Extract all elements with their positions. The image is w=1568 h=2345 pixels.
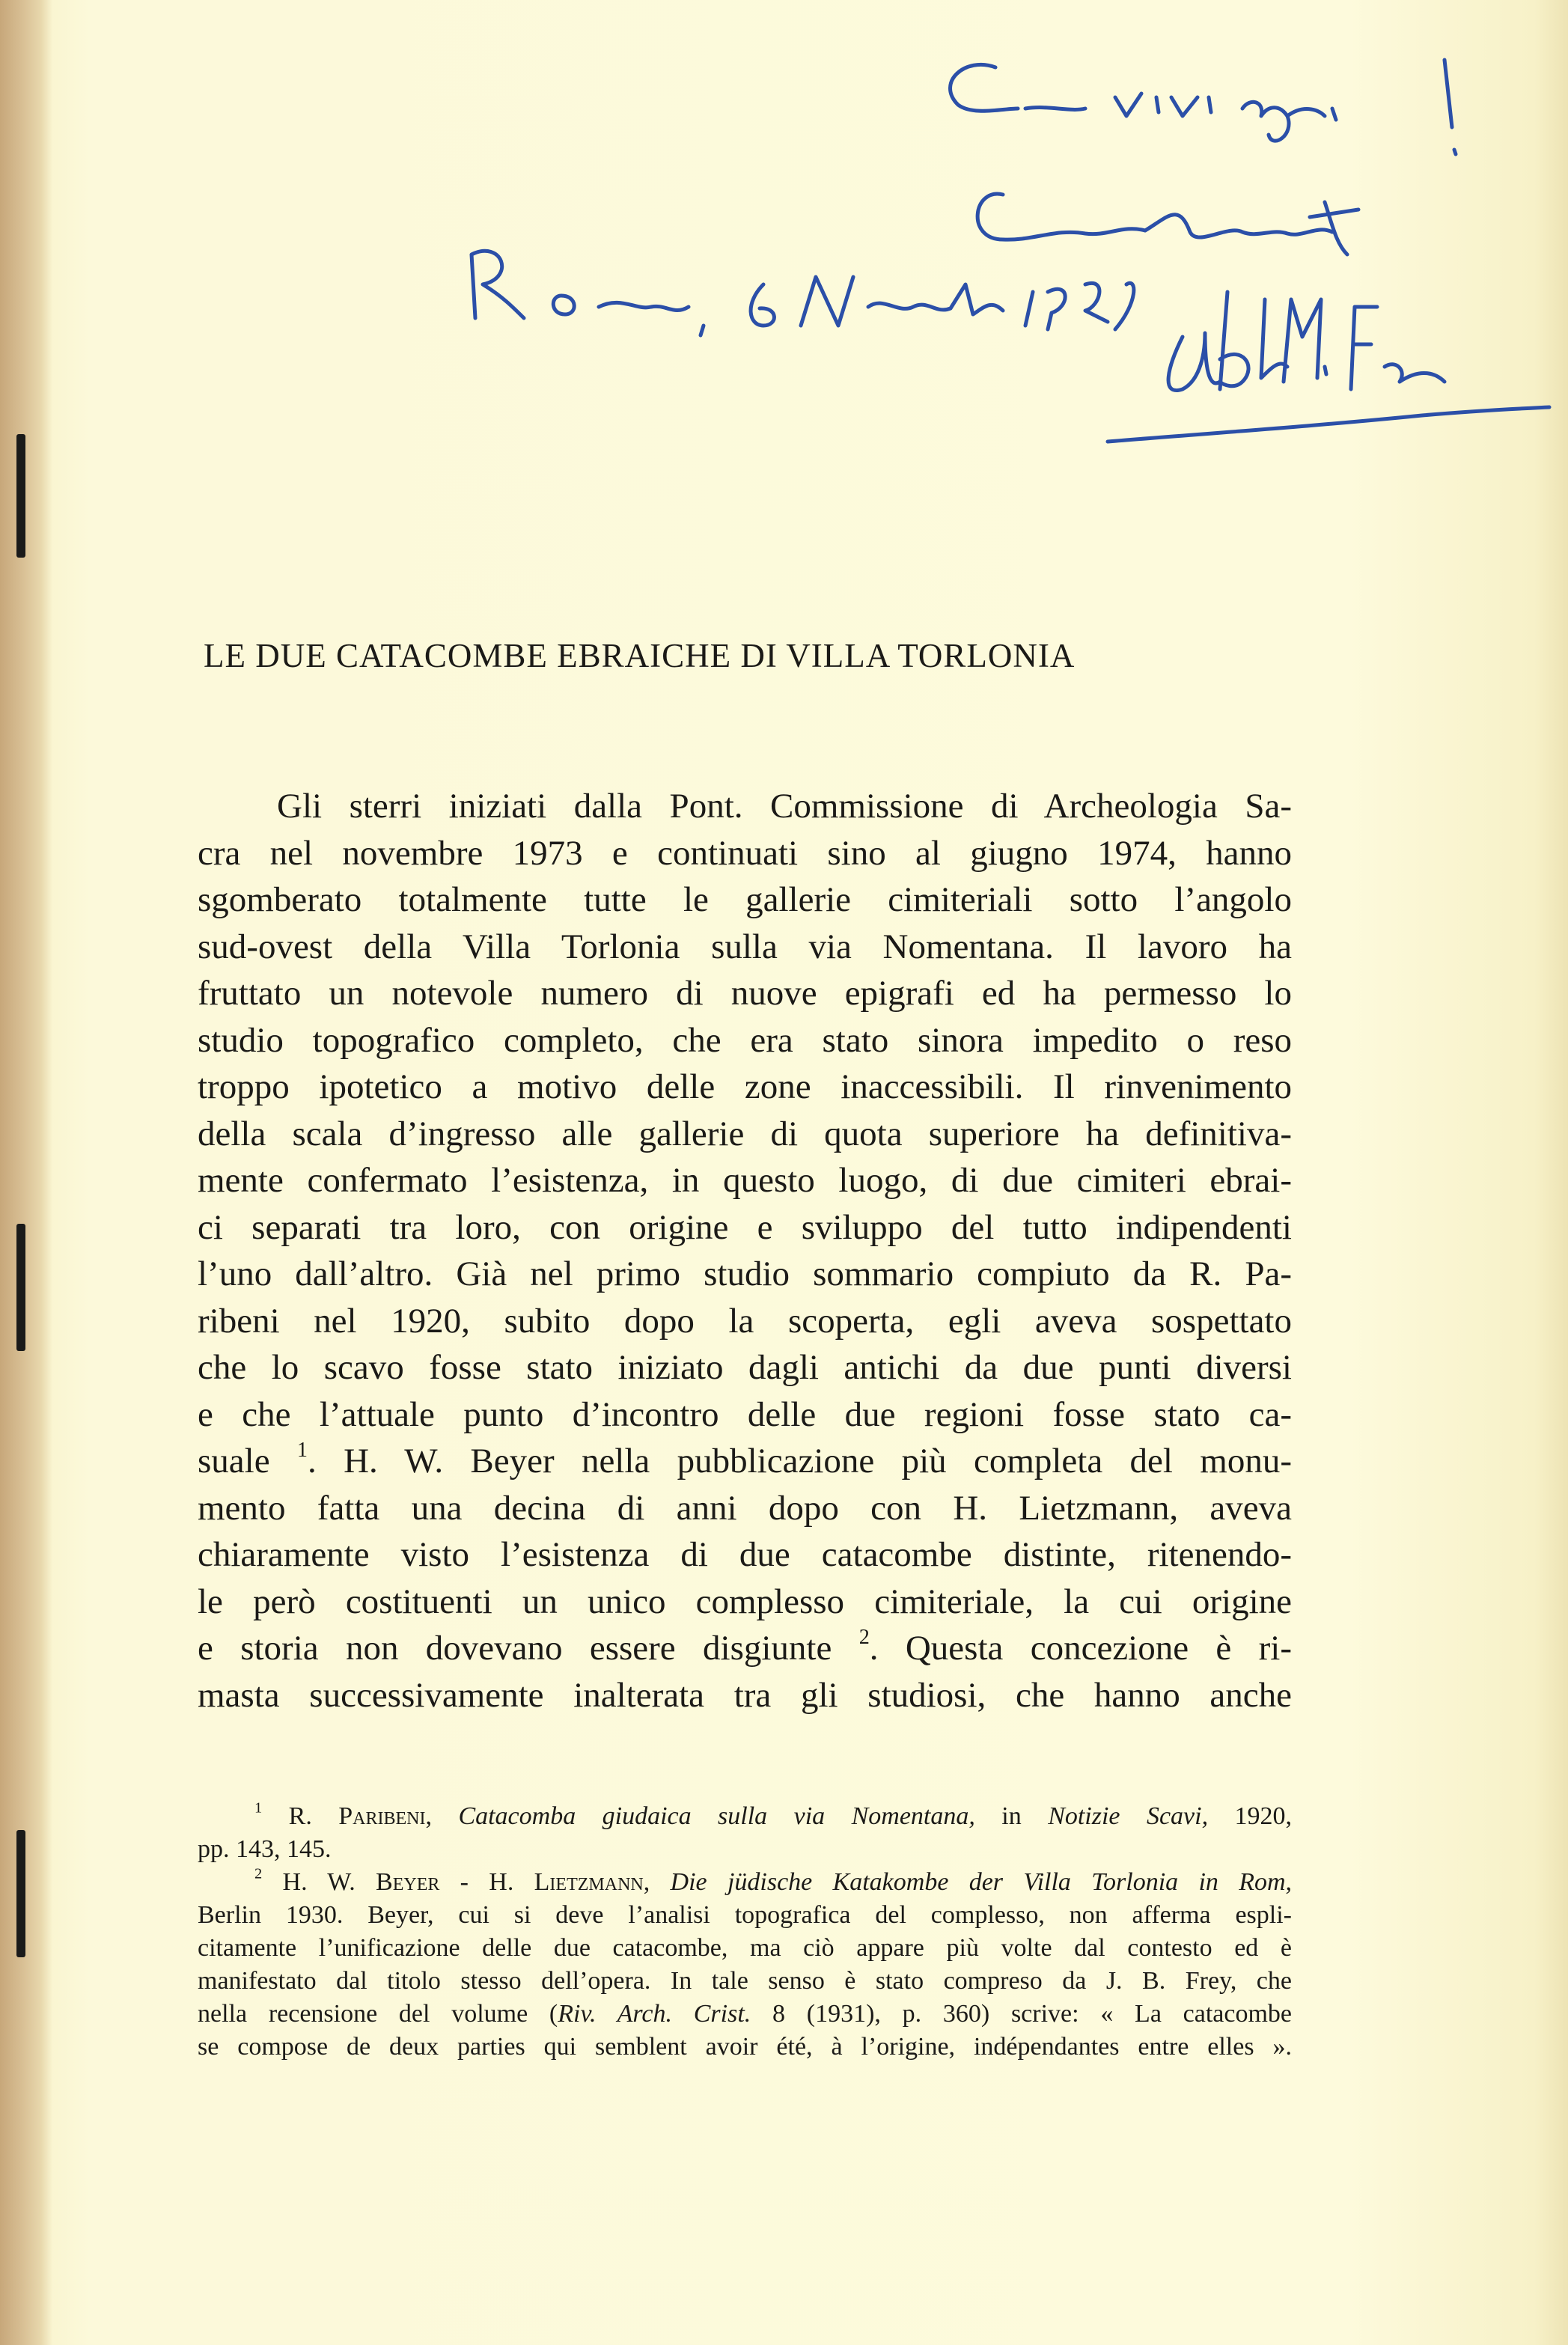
- footnotes: [198, 1800, 1292, 2064]
- footnote-2-cont: Berlin 1930. Beyer, cui si deve l’analisi topografica del complesso, non afferma espli-: [198, 1901, 1292, 1929]
- text-line: fruttato un notevole numero di nuove epigrafi ed ha permesso lo: [198, 974, 1292, 1013]
- handwritten-inscription: [449, 37, 1557, 487]
- text-line: Gli sterri iniziati dalla Pont. Commissione di Archeologia Sa-: [277, 787, 1292, 826]
- footnote-ref[interactable]: 1: [296, 1438, 308, 1462]
- text-line: della scala d’ingresso alle gallerie di quota superiore ha definitiva-: [198, 1114, 1292, 1153]
- text-fragment: . H. W. Beyer nella pubblicazione più completa del monu-: [308, 1442, 1293, 1481]
- text-line: troppo ipotetico a motivo delle zone inaccessibili. Il rinvenimento: [198, 1067, 1292, 1106]
- footnote-work-title: Die jüdische Katakombe der Villa Torlonia in Rom,: [670, 1868, 1293, 1896]
- text-line: cra nel novembre 1973 e continuati sino al giugno 1974, hanno: [198, 833, 1292, 873]
- text-line: mento fatta una decina di anni dopo con H. Lietzmann, aveva: [198, 1488, 1292, 1528]
- footnote-text: in: [1001, 1802, 1022, 1830]
- footnote-2: [198, 1866, 1292, 1899]
- footnote-2-cont: manifestato dal titolo stesso dell’opera. In tale senso è stato compreso da J. B. Frey, che: [198, 1967, 1292, 1995]
- footnote-ref[interactable]: 2: [858, 1625, 870, 1649]
- text-line: studio topografico completo, che era stato sinora impedito o reso: [198, 1020, 1292, 1060]
- text-line: sud-ovest della Villa Torlonia sulla via Nomentana. Il lavoro ha: [198, 927, 1292, 966]
- text-fragment: . Questa concezione è ri-: [869, 1629, 1292, 1668]
- footnote-journal: Notizie Scavi,: [1048, 1802, 1209, 1830]
- text-line: le però costituenti un unico complesso cimiteriale, la cui origine: [198, 1582, 1292, 1621]
- text-line: mente confermato l’esistenza, in questo luogo, di due cimiteri ebrai-: [198, 1161, 1292, 1200]
- text-line: chiaramente visto l’esistenza di due catacombe distinte, ritenendo-: [198, 1535, 1292, 1574]
- footnote-2-cont: [198, 1998, 1292, 2031]
- worn-paper-edge: [0, 0, 52, 2345]
- text-fragment: suale: [198, 1442, 270, 1481]
- text-line: masta successivamente inalterata tra gli studiosi, che hanno anche: [198, 1675, 1292, 1715]
- footnote-marker: 2: [254, 1865, 263, 1882]
- footnote-1-cont: pp. 143, 145.: [198, 1835, 332, 1863]
- body-paragraph: [198, 783, 1292, 1719]
- text-line: [198, 1438, 1292, 1485]
- footnote-2-cont: se compose de deux parties qui semblent avoir été, à l’origine, indépendantes entre elles ».: [198, 2033, 1292, 2061]
- footnote-marker: 1: [254, 1799, 263, 1817]
- footnote-text: 1920,: [1234, 1802, 1293, 1830]
- document-title: LE DUE CATACOMBE EBRAICHE DI VILLA TORLONIA: [204, 637, 1076, 674]
- text-fragment: e storia non dovevano essere disgiunte: [198, 1629, 832, 1668]
- footnote-text: nella recensione del volume (: [198, 2000, 558, 2028]
- footnote-2-cont: citamente l’unificazione delle due catacombe, ma ciò appare più volte dal contesto ed è: [198, 1934, 1292, 1962]
- text-line: sgomberato totalmente tutte le gallerie cimiteriali sotto l’angolo: [198, 880, 1292, 919]
- footnote-author: R. Paribeni,: [288, 1802, 432, 1830]
- text-line: l’uno dall’altro. Già nel primo studio sommario compiuto da R. Pa-: [198, 1254, 1292, 1293]
- footnote-text: 8 (1931), p. 360) scrive: « La catacombe: [772, 2000, 1293, 2028]
- staple-mark: [16, 434, 25, 558]
- text-line: [198, 1625, 1292, 1672]
- text-line: che lo scavo fosse stato iniziato dagli antichi da due punti diversi: [198, 1348, 1292, 1387]
- staple-mark: [16, 1224, 25, 1351]
- handwriting-drawing: [449, 37, 1557, 487]
- staple-mark: [16, 1830, 25, 1957]
- footnote-1: [198, 1800, 1292, 1833]
- footnote-journal: Riv. Arch. Crist.: [558, 2000, 751, 2028]
- footnote-authors: H. W. Beyer - H. Lietzmann,: [282, 1868, 650, 1896]
- text-line: e che l’attuale punto d’incontro delle due regioni fosse stato ca-: [198, 1394, 1292, 1434]
- text-line: ribeni nel 1920, subito dopo la scoperta, egli aveva sospettato: [198, 1301, 1292, 1341]
- footnote-work-title: Catacomba giudaica sulla via Nomentana,: [458, 1802, 975, 1830]
- text-line: ci separati tra loro, con origine e sviluppo del tutto indipendenti: [198, 1207, 1292, 1247]
